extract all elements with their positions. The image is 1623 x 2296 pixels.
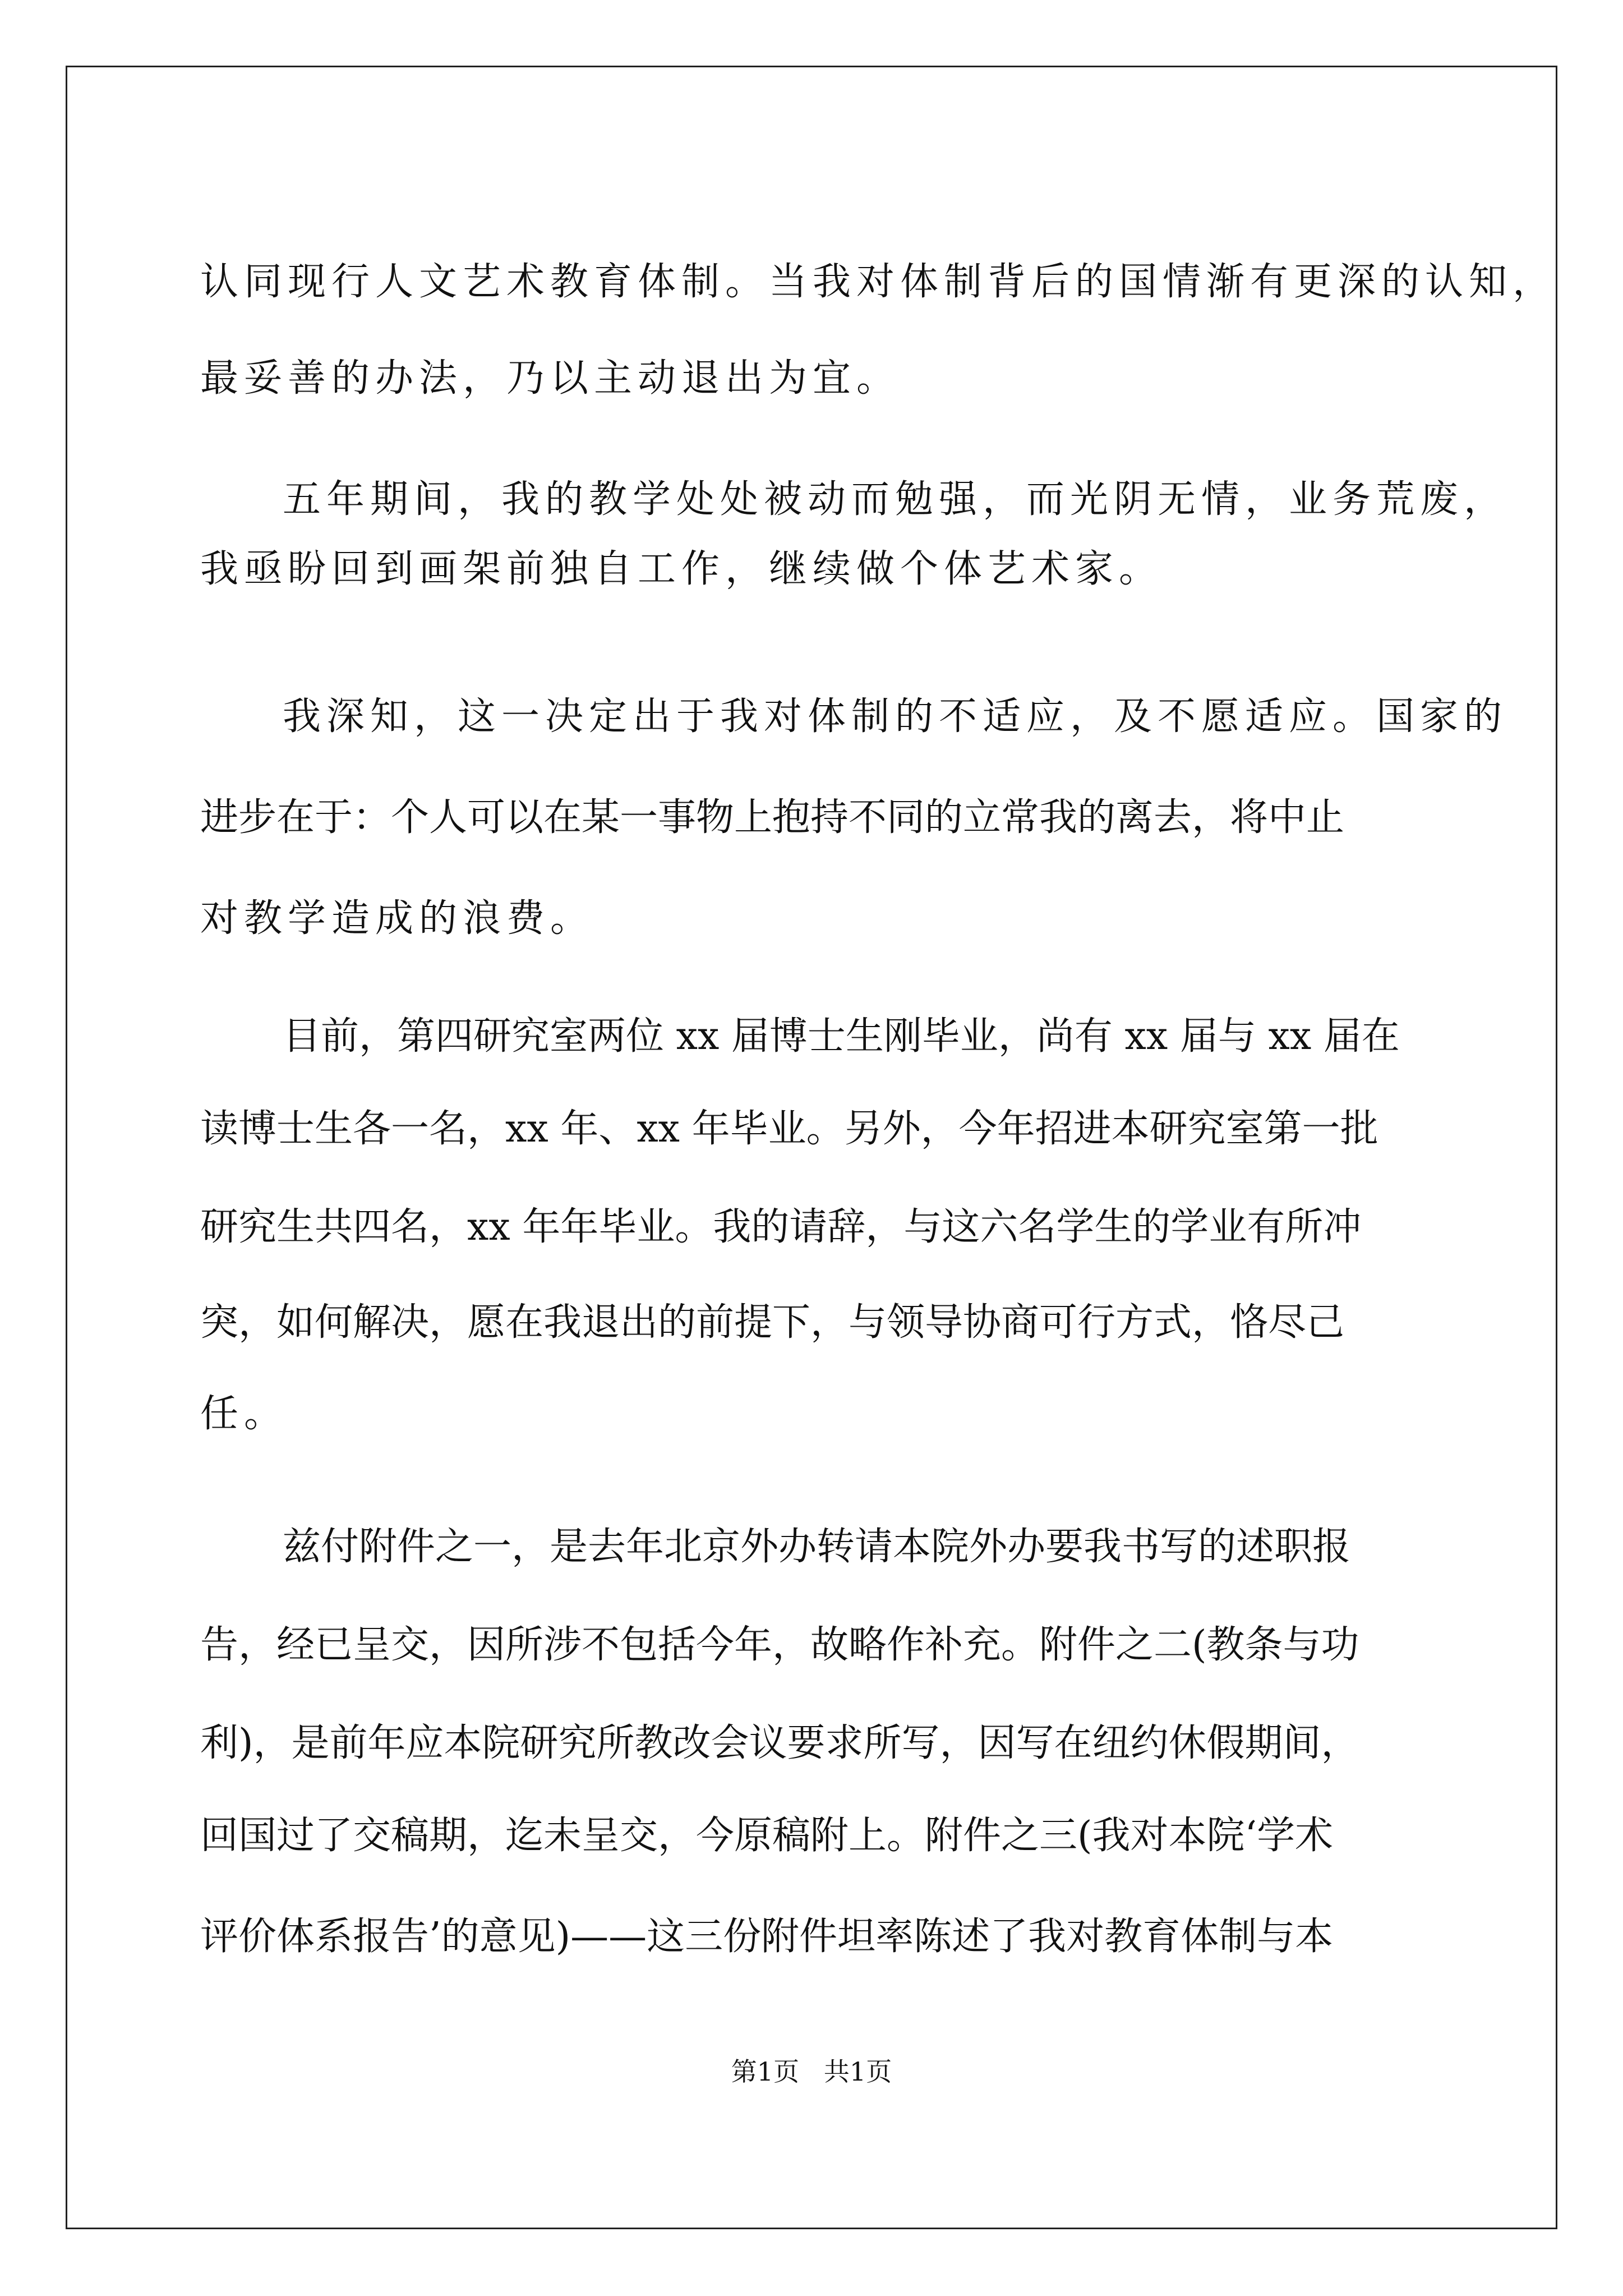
text-line: 回国过了交稿期，迄未呈交，今原稿附上。附件之三(我对本院‘学术: [200, 1814, 1334, 1858]
text-line: 突，如何解决，愿在我退出的前提下，与领导协商可行方式，恪尽己: [200, 1300, 1345, 1345]
text-line: 我亟盼回到画架前独自工作，继续做个体艺术家。: [200, 547, 1163, 591]
text-line: 评价体系报告’的意见)——这三份附件坦率陈述了我对教育体制与本: [200, 1915, 1334, 1959]
paragraph-start-line: 我深知，这一决定出于我对体制的不适应，及不愿适应。国家的: [283, 694, 1508, 739]
text-line: 研究生共四名，xx 年年毕业。我的请辞，与这六名学生的学业有所冲: [200, 1205, 1362, 1249]
text-line: 读博士生各一名，xx 年、xx 年毕业。另外，今年招进本研究室第一批: [200, 1107, 1378, 1151]
paragraph-start-line: 五年期间，我的教学处处被动而勉强，而光阴无情，业务荒废，: [283, 477, 1508, 522]
page-number-footer: 第1页 共1页: [731, 2056, 892, 2087]
text-line: 进步在于：个人可以在某一事物上抱持不同的立常我的离去，将中止: [200, 795, 1345, 840]
text-line: 利)，是前年应本院研究所教改会议要求所写，因写在纽约休假期间，: [200, 1721, 1359, 1765]
paragraph-start-line: 兹付附件之一，是去年北京外办转请本院外办要我书写的述职报: [283, 1525, 1351, 1569]
paragraph-start-line: 目前，第四研究室两位 xx 届博士生刚毕业，尚有 xx 届与 xx 届在: [283, 1014, 1400, 1059]
text-line: 最妥善的办法，乃以主动退出为宜。: [200, 356, 901, 401]
text-line: 告，经已呈交，因所涉不包括今年，故略作补充。附件之二(教条与功: [200, 1623, 1359, 1667]
text-line: 认同现行人文艺术教育体制。当我对体制背后的国情渐有更深的认知，: [200, 260, 1557, 304]
text-line: 对教学造成的浪费。: [200, 896, 594, 941]
text-line: 任。: [200, 1392, 288, 1436]
